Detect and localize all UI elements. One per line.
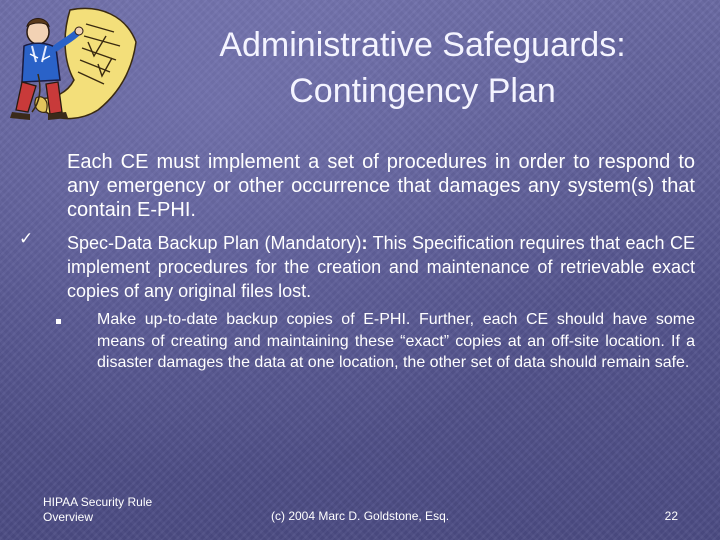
sub-bullet-paragraph: Make up-to-date backup copies of E-PHI. Further, each CE should have some means of creating and maintaining these “exact” copies at an off-site location. If a disaster damages the data at one location, the other set of data should remain safe. bbox=[97, 311, 695, 371]
check-icon: ✓ bbox=[19, 229, 34, 249]
slide-title bbox=[150, 22, 695, 114]
square-bullet-icon bbox=[56, 319, 61, 324]
intro-paragraph: Each CE must implement a set of procedures in order to respond to any emergency or other occurrence that damages any system(s) that contain E-PHI. bbox=[67, 151, 695, 221]
spec-colon: : bbox=[361, 233, 368, 253]
person-with-scroll-icon bbox=[2, 2, 142, 130]
footer-copyright: (c) 2004 Marc D. Goldstone, Esq. bbox=[271, 509, 450, 523]
spec-paragraph bbox=[67, 231, 695, 303]
footer-left-line-1: HIPAA Security Rule bbox=[43, 495, 153, 509]
spec-label: Spec-Data Backup Plan (Mandatory) bbox=[67, 233, 362, 253]
page-number: 22 bbox=[664, 509, 678, 523]
spec-text: This Specification requires that each CE implement procedures for the creation and maintenance of retrievable exact copies of any original files lost. bbox=[67, 233, 695, 301]
footer-title bbox=[43, 495, 203, 525]
footer-left-line-2: Overview bbox=[43, 510, 94, 524]
title-line-2: Contingency Plan bbox=[289, 72, 556, 110]
title-line-1: Administrative Safeguards: bbox=[219, 26, 626, 64]
